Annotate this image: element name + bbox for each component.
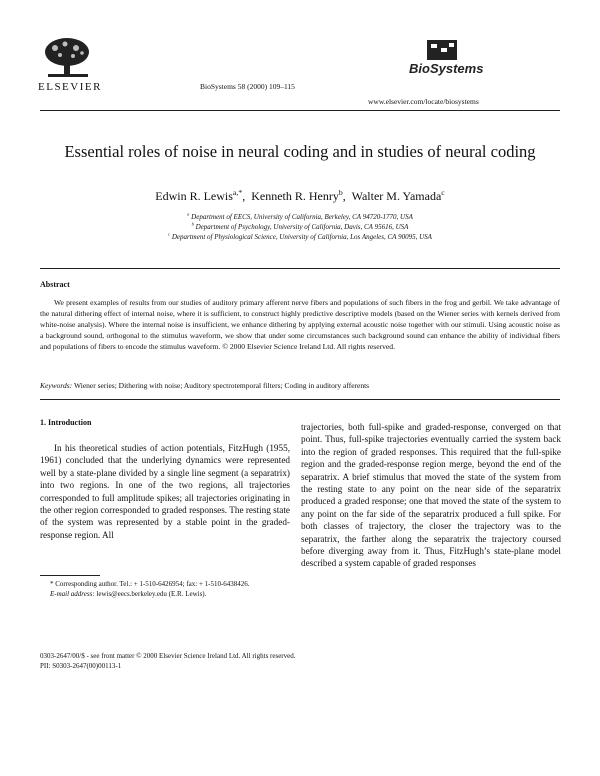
biosystems-logo-text: BioSystems — [409, 61, 484, 76]
abstract-bottom-rule — [40, 399, 560, 400]
copyright-line: 0303-2647/00/$ - see front matter © 2000 Elsevier Science Ireland Ltd. All rights reserved. — [40, 652, 296, 660]
section-heading: 1. Introduction — [40, 418, 92, 427]
email-label: E-mail address: — [50, 590, 95, 598]
author-1: Edwin R. Lewis — [155, 189, 233, 203]
body-paragraph-left: In his theoretical studies of action potentials, FitzHugh (1955, 1961) concluded that the underlying dynamics were represented well by a state-plane divided by a single line segment (a separatrix) into two regions. In one of the two regions, all trajectories corresponded to full amplitude spikes; all trajectories originating in the other region corresponded to graded responses. The resting state of the system was represented by a stable point in the graded-response region. All — [40, 443, 290, 540]
affiliation-c: $^c$ Department of Physiological Science, University of California, Los Angeles, CA 90095, USA — [168, 231, 432, 241]
affiliation-b: $^b$ Department of Psychology, University of California, Davis, CA 95616, USA — [191, 221, 409, 231]
affiliations — [40, 212, 560, 242]
biosystems-journal-logo — [405, 40, 487, 80]
author-1-sup: a,* — [232, 188, 243, 197]
paper-title: Essential roles of noise in neural coding and in studies of neural coding — [64, 142, 536, 161]
publisher-name: ELSEVIER — [38, 81, 102, 93]
copyright-footer — [40, 651, 296, 671]
keywords-label: Keywords: — [40, 381, 73, 390]
abstract-text: We present examples of results from our studies of auditory primary afferent nerve fibers and populations of such fibers in the frog and gerbil. We take advantage of the natural dithering effect of internal noise, where it is sufficient, to construct highly predictive descriptive models (based on the Wiener series with kernels derived from white-noise analysis). Where the internal noise is insufficient, we enhance dithering by applying external acoustic noise together with our stimuli. Using acoustic noise as a background sound, orthogonal to the stimulus waveform, we show that under some circumstances such background sound can enhance the ability of individual fibers and populations of fibers to encode the stimulus waveform. © 2000 Elsevier Science Ireland Ltd. All rights reserved. — [40, 298, 560, 351]
author-3: Walter M. Yamada — [351, 189, 442, 203]
email-address[interactable]: lewis@eecs.berkeley.edu (E.R. Lewis). — [96, 590, 207, 598]
keywords-text: Wiener series; Dithering with noise; Auditory spectrotemporal filters; Coding in auditory afferents — [73, 381, 370, 390]
author-list: Edwin R. Lewis$^{a,*}$, Kenneth R. Henry$^b$, Walter M. Yamada$^c$ — [155, 188, 445, 203]
elsevier-tree-logo — [40, 36, 95, 80]
author-3-sup: c — [441, 188, 445, 197]
body-left-column — [40, 442, 290, 541]
journal-reference: BioSystems 58 (2000) 109–115 — [200, 82, 295, 91]
abstract-top-rule — [40, 268, 560, 269]
author-2-sup: b — [338, 188, 343, 197]
corresponding-author-note: * Corresponding author. Tel.: + 1-510-6426954; fax: + 1-510-6438426. — [50, 580, 250, 588]
footnote-rule — [40, 575, 100, 576]
footnote — [40, 579, 290, 599]
abstract-heading: Abstract — [40, 280, 70, 289]
author-2: Kenneth R. Henry — [251, 189, 339, 203]
journal-url[interactable]: www.elsevier.com/locate/biosystems — [368, 97, 479, 106]
header-rule — [40, 110, 560, 111]
affiliation-a: $^a$ Department of EECS, University of California, Berkeley, CA 94720-1770, USA — [187, 211, 413, 221]
pii-line: PII: S0303-2647(00)00113-1 — [40, 662, 122, 670]
body-right-column — [301, 421, 561, 570]
keywords — [40, 381, 560, 390]
body-paragraph-right: trajectories, both full-spike and graded-response, converged on that point. Thus, full-spike trajectories eventually carried the system back into the region of graded responses. This required that the full-spike region and the graded-response region merge, beyond the end of the separatrix. A brief stimulus that moved the state of the system from the resting state to any point on the near side of the separatrix produced a graded response; one that moved the state of the system to any point on the far side of the separatrix produced a full spike. For both classes of trajectory, the closer the trajectory was to the separatrix, the farther along the separatrix the trajectory coursed before diverging away from it. Thus, FitzHugh’s state-plane model described a system capable of graded responses — [301, 422, 561, 569]
